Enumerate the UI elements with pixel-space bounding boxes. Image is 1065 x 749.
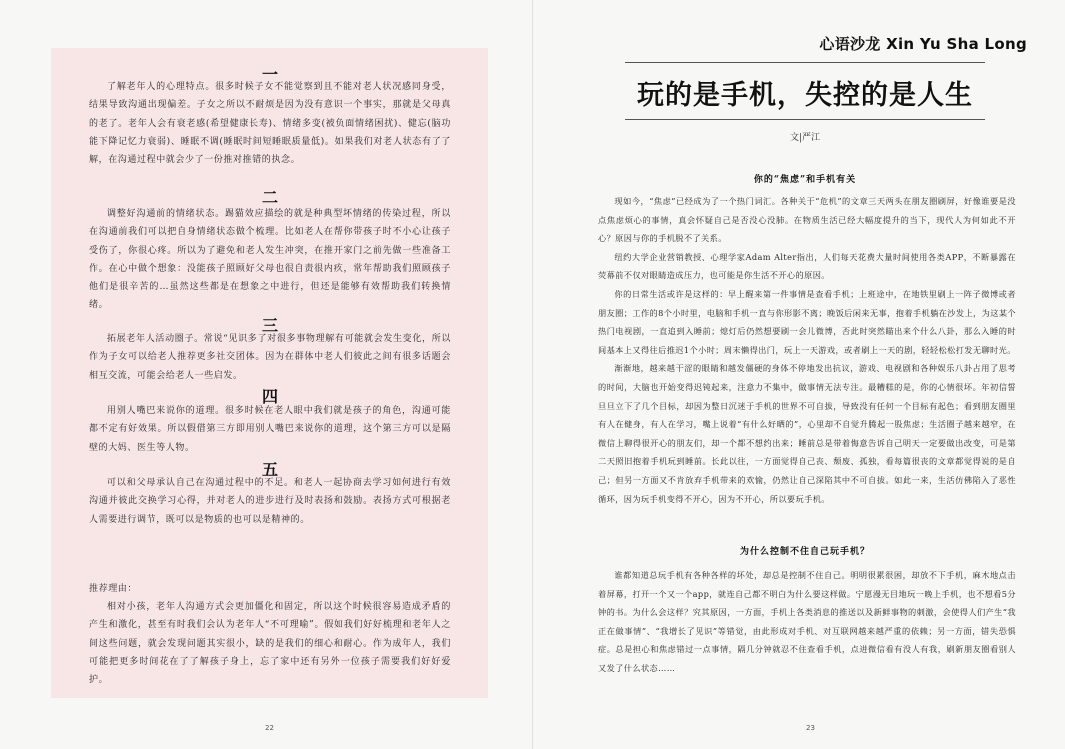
title-rule-bottom <box>625 119 985 120</box>
page-number-right: 23 <box>806 724 815 732</box>
section-number-1: 一 <box>261 65 278 84</box>
paragraph: 渐渐地，越来越干涩的眼睛和越发僵硬的身体不停地发出抗议，游戏、电视剧和各种娱乐八卦占用了思考的时间，大脑也开始变得迟钝起来，注意力不集中，做事情无法专注。最糟糕的是，你的心情很坏。年初信誓旦旦立下了几个目标，却因为整日沉迷于手机的世界不可自拔，导致没有任何一个目标有起色；看到朋友圈里有人在健身，有人在学习，嘴上说着“有什么好晒的”，心里却不自觉升腾起一股焦虑；生活圈子越来越窄，在微信上聊得很开心的朋友们，却一个都不想约出来；睡前总是带着悔意告诉自己明天一定要做出改变，可是第二天照旧抱着手机玩到睡前。长此以往，一方面觉得自己丧、颓废、孤独，看每篇很丧的文章都觉得说的是自己；但另一方面又不肯放弃手机带来的欢愉，仍然让自己深陷其中不可自拔。如此一来，生活仿佛陷入了恶性循环，因为玩手机变得不开心，因为不开心，所以要玩手机。 <box>598 363 1016 504</box>
section-number-5: 五 <box>261 460 278 479</box>
section-text-4: 用别人嘴巴来说你的道理。很多时候在老人眼中我们就是孩子的角色，沟通可能都不定有好效果。所以假借第三方即用别人嘴巴来说你的道理，这个第三方可以是隔壁的大妈、医生等人物。 <box>89 406 451 453</box>
paragraph: 现如今，“焦虑”已经成为了一个热门词汇。各种关于“危机”的文章三天两头在朋友圈刷屏，好像谁要是没点焦虑烦心的事情，真会怀疑自己是否没心没肺。在物质生活已经大幅度提升的当下，现代人为何如此不开心？原因与你的手机脱不了关系。 <box>598 196 1016 244</box>
article-body-2 <box>598 566 1016 678</box>
recommend-title: 推荐理由： <box>89 584 138 594</box>
section-text-2: 调整好沟通前的情绪状态。踢猫效应描绘的就是种典型坏情绪的传染过程，所以在沟通前我们可以把自身情绪状态做个梳理。比如老人在帮你带孩子时不小心让孩子受伤了，你很心疼。所以为了避免和老人发生冲突，在推开家门之前先做一些准备工作。在心中做个想象：没能孩子照顾好父母也很自责很内疚，常年帮助我们照顾孩子他们是很辛苦的…虽然这些都是在想象之中进行，但还是能够有效帮助我们转换情绪。 <box>89 209 451 311</box>
section-text-1: 了解老年人的心理特点。很多时候子女不能觉察到且不能对老人状况感同身受，结果导致沟通出现偏差。子女之所以不耐烦是因为没有意识一个事实，那就是父母真的老了。老年人会有衰老感(希望健康长寿)、情绪多变(被负面情绪困扰)、健忘(脑功能下降记忆力衰弱)、睡眠不调(睡眠时间短睡眠质量低)。如果我们对老人状态有了了解，在沟通过程中就会少了一份推对推错的执念。 <box>89 82 451 166</box>
page-gutter <box>532 0 533 749</box>
article-title: 玩的是手机，失控的是人生 <box>637 80 973 111</box>
recommend-text: 相对小孩，老年人沟通方式会更加僵化和固定，所以这个时候很容易造成矛盾的产生和激化，甚至有时我们会认为老年人“不可理喻”。假如我们好好梳理和老年人之间这些问题，就会发现问题其实很小，缺的是我们的细心和耐心。作为成年人，我们可能把更多时间花在了了解孩子身上，忘了家中还有另外一位孩子需要我们好好爱护。 <box>89 602 451 686</box>
article-body-1 <box>598 192 1016 508</box>
section-text-5: 可以和父母承认自己在沟通过程中的不足。和老人一起协商去学习如何进行有效沟通并彼此交换学习心得，并对老人的进步进行及时表扬和鼓励。表扬方式可根据老人需要进行调节，既可以是物质的也可以是精神的。 <box>89 478 451 525</box>
section-number-4: 四 <box>261 387 278 406</box>
paragraph: 谁都知道总玩手机有各种各样的坏处，却总是控制不住自己。明明很累很困，却放不下手机，麻木地点击着屏幕，打开一个又一个app，就连自己都不明白为什么要这样做。宁愿漫无目地玩一晚上手机，也不想看5分钟的书。为什么会这样？究其原因，一方面，手机上各类消息的推送以及新鲜事物的刺激，会使得人们产生“我正在做事情”、“我增长了见识”等错觉，由此形成对手机、对互联网越来越严重的依赖；另一方面，错失恐惧症。总是担心和焦虑错过一点事情，隔几分钟就忍不住查看手机，点进微信看有没人有我，刷新朋友圈看别人又发了什么状态…… <box>598 570 1016 673</box>
page-number-left: 22 <box>265 724 274 732</box>
title-rule-top <box>625 62 985 63</box>
section-number-2: 二 <box>261 188 278 207</box>
section-text-3: 拓展老年人活动圈子。常说“见识多了对很多事物理解有可能就会发生变化，所以作为子女可以给老人推荐更多社交团体。因为在群体中老人们彼此之间有很多话题会相互交流，可能会给老人一些启发。 <box>89 334 451 381</box>
paragraph: 纽约大学企业营销教授、心理学家Adam Alter指出，人们每天花费大量时间使用各类APP，不断暴露在荧幕前不仅对眼睛造成压力，也可能是你生活不开心的原因。 <box>598 251 1016 281</box>
section-number-3: 三 <box>261 316 278 335</box>
subheading-anxiety: 你的“焦虑”和手机有关 <box>753 175 857 185</box>
article-author: 文|严江 <box>789 133 821 143</box>
brand-logo: 心语沙龙 Xin Yu Sha Long <box>819 35 1027 53</box>
subheading-control: 为什么控制不住自己玩手机？ <box>739 547 870 557</box>
paragraph: 你的日常生活或许是这样的：早上醒来第一件事情是查看手机；上班途中，在地铁里刷上一阵子微博或者朋友圈；工作的8个小时里，电脑和手机一直与你形影不离；晚饭后闲来无事，抱着手机躺在沙发上，为这某个热门电视剧，一直追到入睡前；熄灯后仍然想要刷一会儿微博，否此时突然瞄出来个什么八卦，那么入睡的时间基本上又得往后推迟1个小时；周末懒得出门，玩上一天游戏，或者刷上一天的剧，轻轻松松打发无聊时光。 <box>598 288 1016 355</box>
